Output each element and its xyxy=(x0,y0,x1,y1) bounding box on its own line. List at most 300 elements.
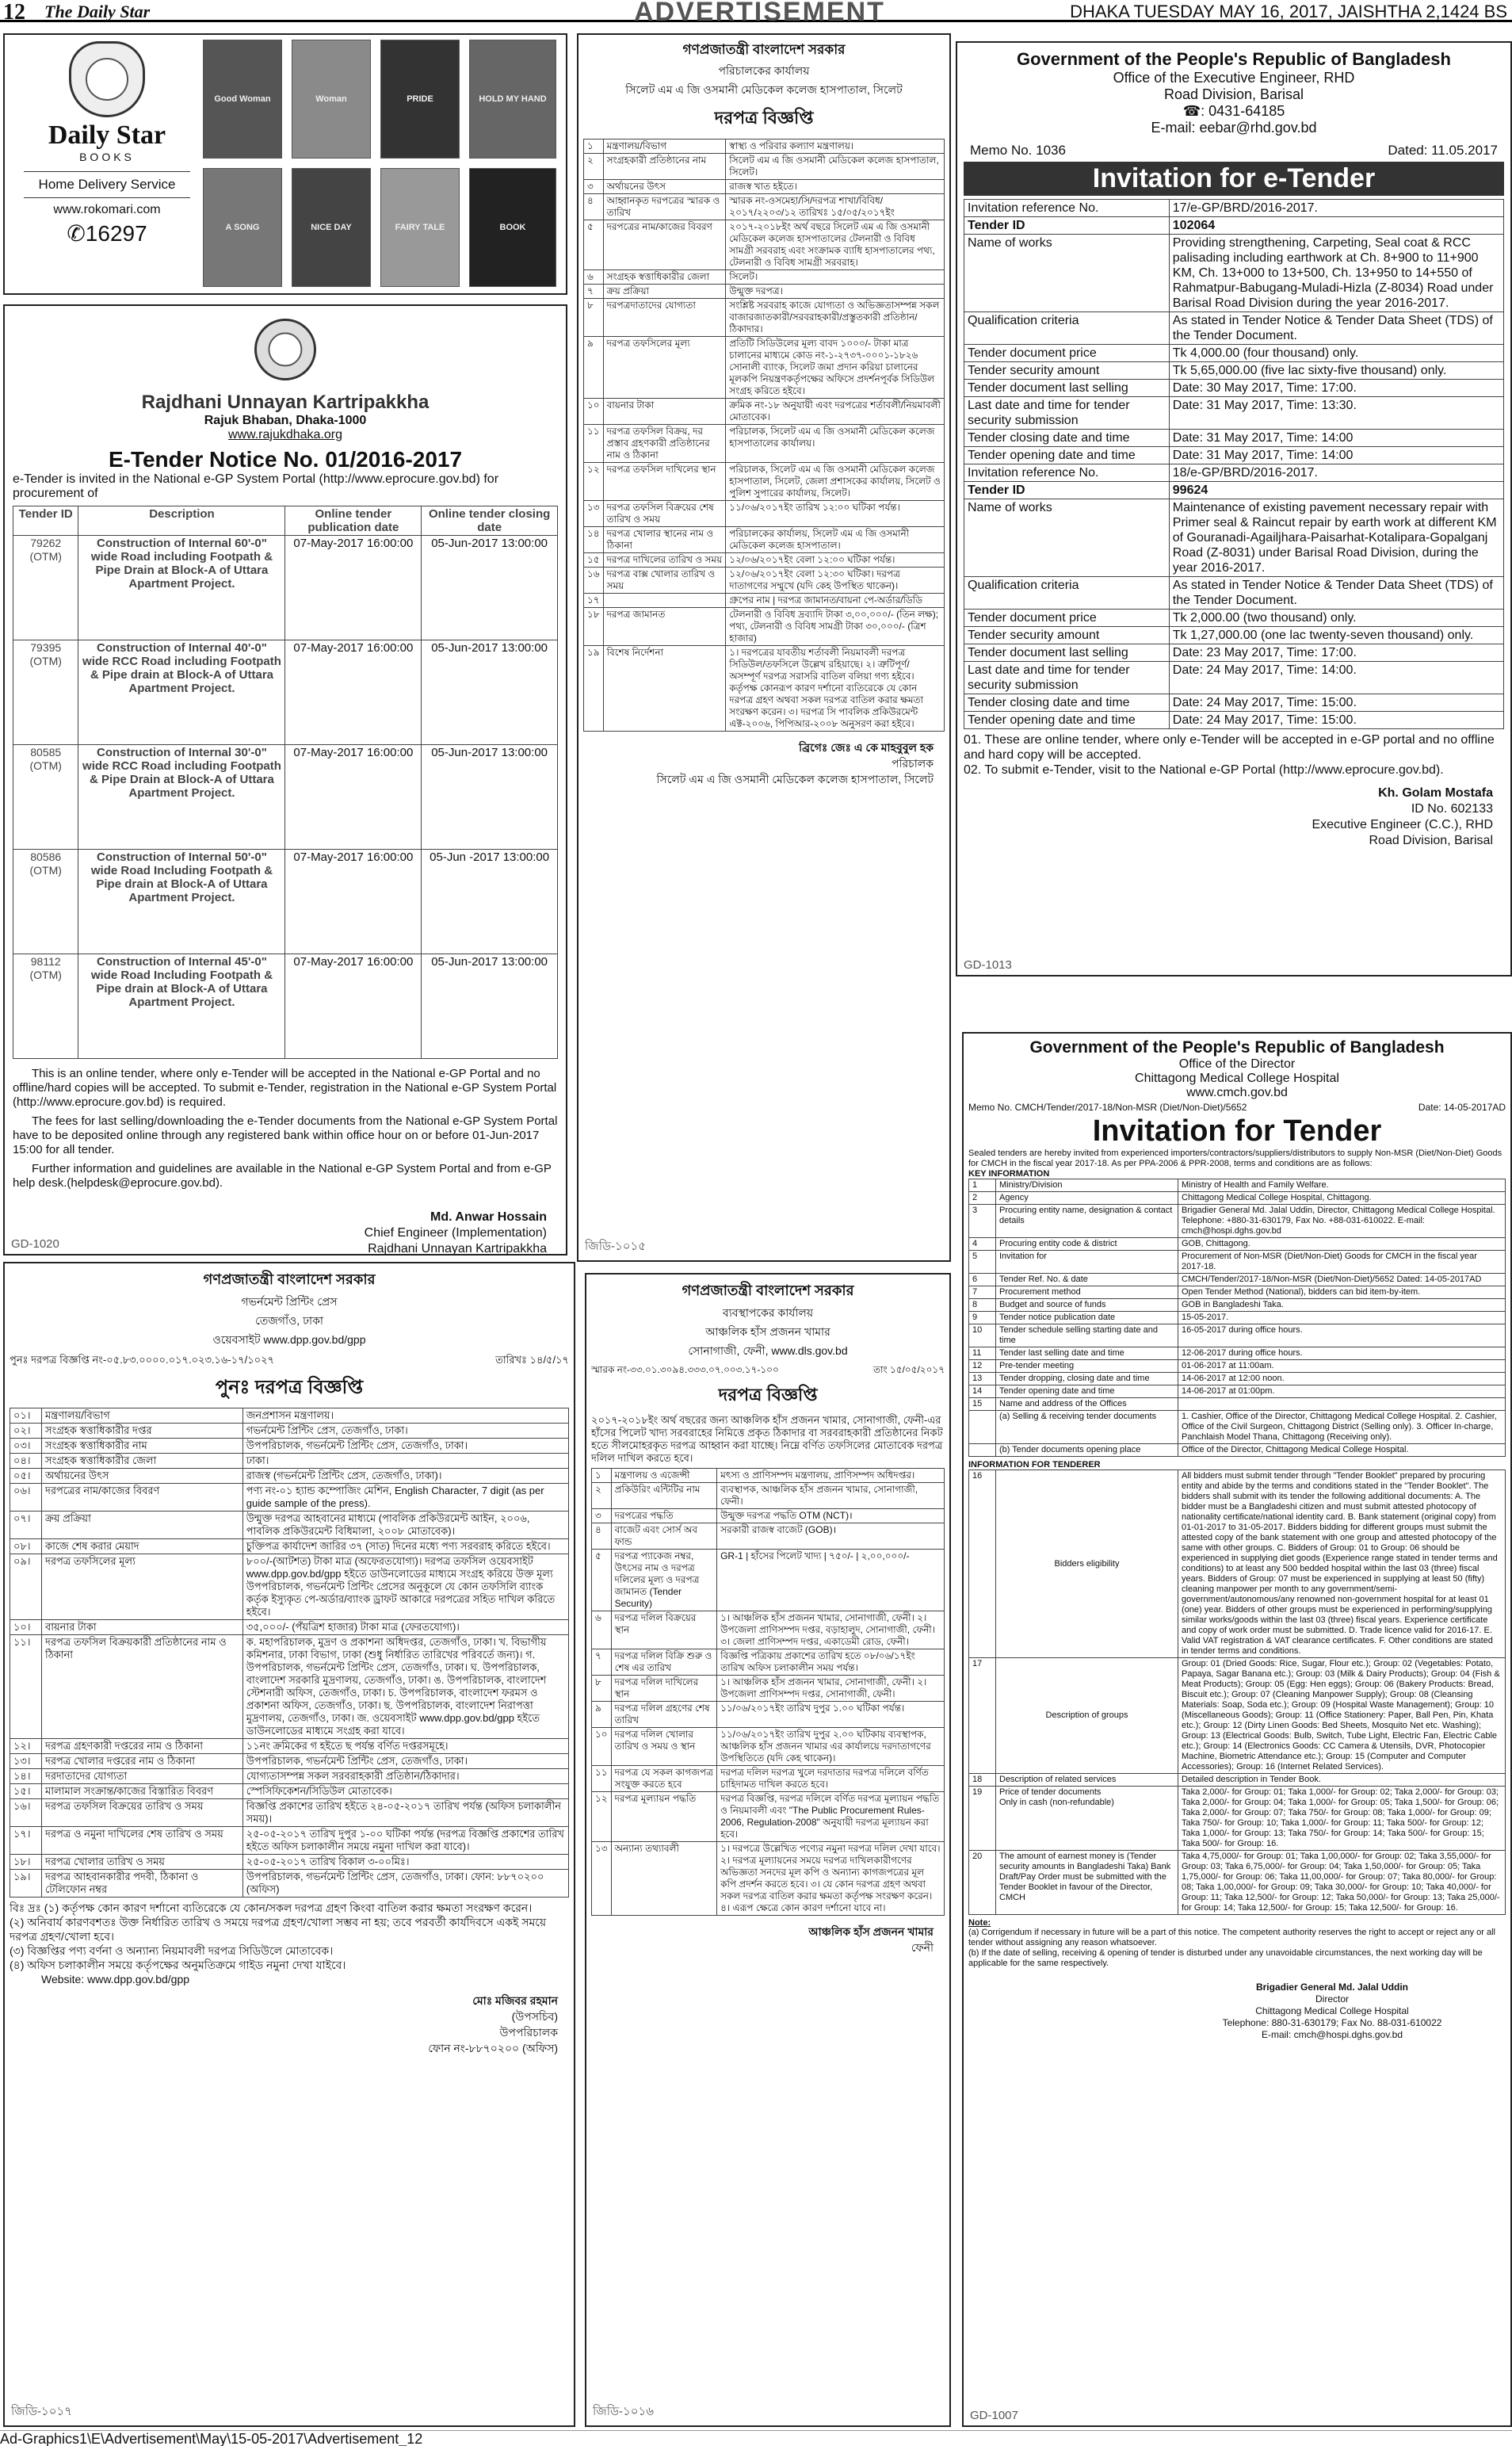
table-row xyxy=(969,1179,1506,1192)
note-item: বিঃ দ্রঃ (১) কর্তৃপক্ষ কোন কারণ দর্শানো ব্যতিরেকে যে কোন/সকল দরপত্র গ্রহণ কিংবা বাতিল করার ক্ষমতা সংরক্ষণ করেন। xyxy=(10,1901,533,1914)
rhd-note-2: 02. To submit e-Tender, visit to the National e-GP Portal (http://www.eprocure.gov.bd). xyxy=(964,763,1444,777)
book-cover: FAIRY TALE xyxy=(380,168,460,287)
row-number: ৫ xyxy=(592,1550,612,1611)
row-value: টেলনারী ও বিবিধ দ্রব্যাদি টাকা ৩,০০,০০০/- (তিন লক্ষ); পথ্য, টেলনারী ও বিবিধ সামগ্রী টাকা ৩০,০০০/- (ত্রিশ হাজার) xyxy=(726,608,945,646)
row-value: ঢাকা। xyxy=(242,1454,568,1469)
signatory-name: Md. Anwar Hossain xyxy=(430,1210,547,1224)
tender-pub: 07-May-2017 16:00:00 xyxy=(285,745,422,850)
table-row xyxy=(10,1635,569,1739)
rhd-email[interactable]: E-mail: eebar@rhd.gov.bd xyxy=(1151,120,1317,136)
row-value: ১। আঞ্চলিক হাঁস প্রজনন খামার, সোনাগাজী, ফেনী। ২। উপজেলা প্রাণিসম্পদ দপ্তর, বড়াহালুদ, সোনাগাজী, ফেনী। ৩। জেলা প্রাণিসম্পদ দপ্তর, একাডেমী রোড, ফেনী। xyxy=(717,1611,945,1649)
row-number: ১৭ xyxy=(584,594,604,608)
row-value: Open Tender Method (National), bidders can bid item-by-item. xyxy=(1178,1286,1506,1299)
row-number: ১৯ xyxy=(584,646,604,732)
tender-close: 05-Jun-2017 13:00:00 xyxy=(422,536,558,640)
row-label: দরপত্র দাখিলের তারিখ ও সময় xyxy=(603,553,726,568)
row-number: ৮ xyxy=(584,299,604,337)
table-row xyxy=(13,850,558,954)
row-value: Ministry of Health and Family Welfare. xyxy=(1178,1179,1506,1192)
table-row xyxy=(964,345,1504,362)
row-number: ১ xyxy=(584,139,604,154)
table-row xyxy=(10,1754,569,1769)
table-row xyxy=(964,694,1504,712)
row-label: দরপত্র তফসিলের মূল্য xyxy=(603,337,726,399)
row-value: সংশ্লিষ্ট সরবরাহ কাজে যোগ্যতা ও অভিজ্ঞতাসম্পন্ন সকল বাজারজাতকারী/সরবরাহকারী/প্রস্তুতকারী প্রতিষ্ঠান/ঠিকাদার। xyxy=(726,299,945,337)
signatory-office: Road Division, Barisal xyxy=(1369,834,1493,847)
signatory-title: পরিচালক xyxy=(891,757,934,770)
table-row xyxy=(964,397,1504,430)
row-label: দরপত্রের পদ্ধতি xyxy=(611,1509,717,1523)
row-label: Tender ID xyxy=(964,482,1170,499)
row-number: ০৭। xyxy=(10,1512,42,1539)
table-row xyxy=(584,399,945,425)
book-cover: PRIDE xyxy=(380,40,460,159)
row-number: ১৮। xyxy=(10,1855,42,1870)
table-row xyxy=(969,1192,1506,1205)
row-number: 11 xyxy=(969,1347,996,1360)
signatory-office: সিলেট এম এ জি ওসমানী মেডিকেল কলেজ হাসপাতাল, সিলেট xyxy=(656,773,934,785)
row-label: মন্ত্রণালয়/বিভাগ xyxy=(603,139,726,154)
row-label: Description of related services xyxy=(996,1774,1178,1787)
row-label: Invitation reference No. xyxy=(964,200,1170,217)
row-value: ক. মহাপরিচালক, মুদ্রণ ও প্রকাশনা অধিদপ্তর, তেজগাঁও, ঢাকা। খ. বিভাগীয় কমিশনার, ঢাকা বিভাগ, ঢাকা (শুধু নির্ধারিত তারিখের পরিবর্তে জন্য)। গ. উপপরিচালক, গভর্নমেন্ট প্রিন্টিং প্রেস, তেজগাঁও, ঢাকা। ঘ. উপপরিচালক, বাংলাদেশ সরকারি মুদ্রণালয়, তেজগাঁও, ঢাকা। ঙ. উপপরিচালক, বাংলাদেশ স্টেশনারী অফিস, তেজগাঁও, ঢাকা। চ. উপপরিচালক, বাংলাদেশ ফরমস ও প্রকাশনা অফিস, তেজগাঁও, ঢাকা। ছ. উপপরিচালক, বাংলাদেশ নিরাপত্তা মুদ্রণালয়, তেজগাঁও, ঢাকা। জ. ওয়েবসাইট www.dpp.gov.bd/gpp হইতে ডাউনলোডের মাধ্যমে সংগ্রহ করা যাবে। xyxy=(242,1635,568,1739)
row-label: দরপত্রের নাম/কাজের বিবরণ xyxy=(603,220,726,270)
table-row xyxy=(969,1324,1506,1347)
cmch-note-b: (b) If the date of selling, receiving & opening of tender is disturbed under any unavoidable circumstances, the next working day will be applicable for the same respectively. xyxy=(968,1948,1483,1968)
row-label: সংগ্রহক স্বত্তাধিকারীর নাম xyxy=(42,1439,243,1454)
row-value: As stated in Tender Notice & Tender Data Sheet (TDS) of the Tender Document. xyxy=(1169,577,1503,610)
signatory-title: উপপরিচালক xyxy=(499,2026,558,2039)
row-number: 8 xyxy=(969,1299,996,1312)
row-value: বিজ্ঞপ্তি পত্রিকায় প্রকাশের তারিখ হতে ০৮/০৬/১৭ইং তারিখ অফিস চলাকালীন সময় পর্যন্ত। xyxy=(717,1649,945,1676)
table-row xyxy=(584,270,945,285)
rajuk-org: Rajdhani Unnayan Kartripakkha xyxy=(141,392,430,413)
dls-sub: আঞ্চলিক হাঁস প্রজনন খামার xyxy=(705,1325,830,1338)
book-cover: HOLD MY HAND xyxy=(469,40,556,159)
cmch-web[interactable]: www.cmch.gov.bd xyxy=(1186,1086,1288,1099)
dls-title: দরপত্র বিজ্ঞপ্তি xyxy=(718,1385,818,1405)
row-value: পরিচালক, সিলেট এম এ জি ওসমানী মেডিকেল কলেজ হাসপাতালের কার্যালয়। xyxy=(726,425,945,463)
table-row xyxy=(964,447,1504,464)
row-value: যোগ্যতাসম্পন্ন সকল সরবরাহকারী প্রতিষ্ঠান/ঠিকাদার। xyxy=(242,1769,568,1784)
table-row xyxy=(969,1251,1506,1274)
sylhet-table xyxy=(583,139,945,732)
rajuk-note-2: The fees for last selling/downloading the e-Tender documents from the National e-GP System Portal have to be deposited online through any registered bank within office hour on or before 01-Jun-2017 15:00 for all tender. xyxy=(13,1114,558,1156)
row-label: অন্যান্য তথ্যাবলী xyxy=(611,1842,717,1916)
row-number: ১২ xyxy=(592,1792,612,1842)
cmch-office: Office of the Director xyxy=(1178,1057,1296,1071)
table-row xyxy=(592,1509,945,1523)
table-row xyxy=(964,430,1504,447)
row-label: Tender closing date and time xyxy=(964,430,1170,447)
cmch-info-table xyxy=(968,1470,1506,1915)
gpp-website-link[interactable]: Website: www.dpp.gov.bd/gpp xyxy=(41,1973,190,1985)
dls-signature xyxy=(591,1924,945,1955)
rhd-gov: Government of the People's Republic of Bangladesh xyxy=(1017,49,1451,69)
rajuk-url[interactable]: www.rajukdhaka.org xyxy=(227,428,343,441)
row-value: Group: 01 (Dried Goods: Rice, Sugar, Flour etc.); Group: 02 (Vegetables: Potato, Papaya, Sagar Banana etc.); Group: 03 (Milk & Dairy Products); Group: 04 (Fish & Meat Products); Group: 05 (Egg: Hen eggs); Group: 06 (Bakery Products: Bread, Biscuit etc.); Group: 07 (Cleaning Manpower Supply); Group: 08 (Cleansing Materials: Soap, Soda etc.); Group: 09 (Hospital Waste Management); Group: 10 (Miscellaneous Goods); Group: 11 (Office Stationery: Paper, Ball Pen, Pin, Khata etc.); Group: 12 (Dirty Linen Goods: Bed Sheets, Mosquito Net etc. Washing); Group: 13 (Electrical Goods: Bulb, Switch, Tube Light, Electric Fan, Electric Cable etc.); Group: 14 (Electronics Goods: CC Camera & Utensils, DVR, Photocopier Machine, Biometric Attendance etc.); Group: 15 (Computer and Computer Accessories); Group: 16 (Internet Related Services). xyxy=(1178,1658,1506,1774)
book-cover: A SONG xyxy=(203,168,282,287)
row-label: The amount of earnest money is (Tender security amounts in Bangladeshi Taka) Bank Draft/Pay Order must be submitted with the Tender Booklet in favour of the Director, CMCH xyxy=(996,1851,1178,1915)
row-number: ১০ xyxy=(584,399,604,425)
dls-ref: স্মারক নং-৩৩.০১.৩০৯৪.৩৩৩.০৭.০০৩.১৭-১০০ xyxy=(591,1364,779,1375)
table-row: 19 Price of tender documents Only in cash (non-refundable) Taka 2,000/- for Group: 01; Taka 1,000/- for Group: 02; Taka 2,000/- for Group: 03; Taka 2,000/- for Group: 04; Taka 1,000/- for Group: 05; Taka 1,500/- for Group: 06; Taka 2,000/- for Group: 07; Taka 750/- for Group: 08; Taka 1,000/- for Group: 09; Taka 750/- for Group: 10; Taka 1,000/- for Group: 11; Taka 500/- for Group: 12; Taka 1,000/- for Group: 13; Taka 750/- for Group: 14; Taka 500/- for Group: 15; Taka 500/- for Group: 16. xyxy=(969,1787,1506,1851)
table-row xyxy=(584,463,945,501)
tender-desc: Construction of Internal 60'-0" wide Road including Footpath & Pipe Drain at Block-A of Uttara Apartment Project. xyxy=(78,536,285,640)
row-number: ৭ xyxy=(584,285,604,299)
row-value: Date: 24 May 2017, Time: 15:00. xyxy=(1169,694,1503,712)
row-value: Date: 31 May 2017, Time: 13:30. xyxy=(1169,397,1503,430)
cmch-note-heading: Note: xyxy=(968,1918,991,1928)
row-label: মন্ত্রণালয় ও এজেন্সী xyxy=(611,1469,717,1483)
row-label: Tender ID xyxy=(964,217,1170,235)
page-footer: Ad-Graphics1\E\Advertisement\May\15-05-2017\Advertisement_12 xyxy=(0,2430,1512,2446)
row-label: Tender Ref. No. & date xyxy=(996,1274,1178,1286)
row-value: GR-1 | হাঁসের পিলেট খাদ্য | ৭৫০/- | ২,০০,০০০/- xyxy=(717,1550,945,1611)
rhd-phone: ☎: 0431-64185 xyxy=(1182,103,1285,119)
row-number: ৬ xyxy=(584,270,604,285)
row-value: As stated in Tender Notice & Tender Data Sheet (TDS) of the Tender Document. xyxy=(1169,312,1503,345)
row-label: Bidders eligibility xyxy=(996,1470,1178,1658)
row-label: Agency xyxy=(996,1192,1178,1205)
row-label: দরপত্র তফসিল বিক্রয়, দর প্রস্তাব গ্রহণকারী প্রতিষ্ঠানের নাম ও ঠিকানা xyxy=(603,425,726,463)
row-number: ৪ xyxy=(584,194,604,220)
row-label xyxy=(603,594,726,608)
dls-address: সোনাগাজী, ফেনী, www.dls.gov.bd xyxy=(688,1344,848,1357)
dls-office: ব্যবস্থাপকের কার্যালয় xyxy=(722,1306,814,1319)
book-covers xyxy=(203,40,561,292)
table-row xyxy=(584,194,945,220)
row-number: 7 xyxy=(969,1286,996,1299)
row-number: 9 xyxy=(969,1312,996,1324)
gpp-gov: গণপ্রজাতন্ত্রী বাংলাদেশ সরকার xyxy=(203,1271,376,1287)
row-number: ৭ xyxy=(592,1649,612,1676)
row-label: সংগ্রহক স্বত্তাধিকারীর জেলা xyxy=(603,270,726,285)
row-label: অর্থায়নের উৎস xyxy=(603,180,726,194)
rhd-office: Office of the Executive Engineer, RHD xyxy=(1113,70,1355,86)
signatory-office: Rajdhani Unnayan Kartripakkha xyxy=(368,1242,547,1255)
row-label: Tender opening date and time xyxy=(996,1385,1178,1398)
gpp-address: তেজগাঁও, ঢাকা xyxy=(255,1314,323,1327)
row-label: বিশেষ নির্দেশনা xyxy=(603,646,726,732)
cmch-ad xyxy=(962,1032,1512,2427)
col-description: Description xyxy=(78,506,285,536)
row-label: বায়নার টাকা xyxy=(603,399,726,425)
row-value: Date: 24 May 2017, Time: 15:00. xyxy=(1169,712,1503,729)
row-number: ১৬। xyxy=(10,1799,42,1827)
signatory-id: ID No. 602133 xyxy=(1411,802,1493,816)
row-label: দরপত্র তফসিল বিক্রয়ের তারিখ ও সময় xyxy=(42,1799,243,1827)
table-row xyxy=(592,1483,945,1509)
cmch-memo: Memo No. CMCH/Tender/2017-18/Non-MSR (Diet/Non-Diet)/5652 xyxy=(968,1102,1247,1113)
row-value: বিজ্ঞপ্তি প্রকাশের তারিখ হইতে ২৪-০৫-২০১৭ তারিখ পর্যন্ত (অফিস চলাকালীন সময়)। xyxy=(242,1799,568,1827)
row-value: GOB in Bangladeshi Taka. xyxy=(1178,1299,1506,1312)
row-sublabel: Only in cash (non-refundable) xyxy=(999,1798,1114,1807)
row-value: সিলেট এম এ জি ওসমানী মেডিকেল কলেজ হাসপাতাল, সিলেট। xyxy=(726,154,945,180)
row-label: Tender notice publication date xyxy=(996,1312,1178,1324)
row-value: Tk 5,65,000.00 (five lac sixty-five thousand) only. xyxy=(1169,362,1503,380)
row-number: 2 xyxy=(969,1192,996,1205)
table-row xyxy=(969,1312,1506,1324)
tender-close: 05-Jun-2017 13:00:00 xyxy=(422,640,558,745)
tender-pub: 07-May-2017 16:00:00 xyxy=(285,850,422,954)
books-brand: Daily Star xyxy=(48,120,166,150)
table-row xyxy=(584,425,945,463)
col-tender-id: Tender ID xyxy=(13,506,78,536)
table-row xyxy=(964,464,1504,482)
row-value: দরপত্র বিজ্ঞপ্তি, দরপত্র দলিলে বর্ণিত দরপত্র মূল্যায়ন পদ্ধতি ও নিয়মাবলী এবং "The Public Procurement Rules-2006, Regulation-2008" অনুযায়ী দরপত্র মূল্যায়ন করা হবে। xyxy=(717,1792,945,1842)
table-row xyxy=(964,662,1504,694)
rhd-note-1: 01. These are online tender, where only e-Tender will be accepted in e-GP portal and no offline and hard copy will be accepted. xyxy=(964,733,1495,762)
row-number: 5 xyxy=(969,1251,996,1274)
row-label: দরপত্র দলিল খোলার তারিখ ও সময় ও স্থান xyxy=(611,1728,717,1766)
rhd-title: Invitation for e-Tender xyxy=(964,162,1504,196)
gd-number: জিডি-১০১৭ xyxy=(11,2405,73,2418)
row-number: ১১ xyxy=(592,1766,612,1792)
row-number: ৪ xyxy=(592,1523,612,1550)
row-number: ৩ xyxy=(592,1509,612,1523)
gpp-table xyxy=(10,1408,569,1898)
table-row xyxy=(964,712,1504,729)
table-row xyxy=(13,954,558,1059)
masthead xyxy=(0,0,1512,27)
row-label: প্রকিউরিং এন্টিটির নাম xyxy=(611,1483,717,1509)
row-label: Procuring entity code & district xyxy=(996,1238,1178,1251)
table-row xyxy=(10,1739,569,1754)
row-value: পরিচালক, সিলেট এম এ জি ওসমানী মেডিকেল কলেজ হাসপাতাল, সিলেট, জেলা প্রশাসকের কার্যালয়, সিলেট ও পুলিশ সুপারের কার্যালয়, সিলেট। xyxy=(726,463,945,501)
cmch-note-a: (a) Corrigendum if necessary in future will be a part of this notice. The competent authority reserves the right to accept or reject any or all tender without assigning any reason whatsoever. xyxy=(968,1928,1496,1947)
row-label: দরপত্রের নাম/কাজের বিবরণ xyxy=(42,1484,243,1512)
row-value: স্পেসিফিকেশন/সিডিউল মোতাবেক। xyxy=(242,1784,568,1799)
gd-number: জিডি-১০১৬ xyxy=(593,2405,655,2418)
row-value: 99624 xyxy=(1169,482,1503,499)
signatory-office: Chittagong Medical College Hospital xyxy=(1255,2005,1409,2016)
row-value: 15-05-2017. xyxy=(1178,1312,1506,1324)
table-row xyxy=(969,1360,1506,1373)
row-label: দরপত্র তফসিলের মূল্য xyxy=(42,1554,243,1620)
row-number: ২ xyxy=(584,154,604,180)
signatory-title: Director xyxy=(1315,1993,1349,2005)
table-row xyxy=(964,644,1504,662)
tender-id: 80586 (OTM) xyxy=(13,850,78,954)
row-value: উন্মুক্ত দরপত্র পদ্ধতি OTM (NCT)। xyxy=(717,1509,945,1523)
cmch-signature xyxy=(968,1982,1506,2041)
tender-pub: 07-May-2017 16:00:00 xyxy=(285,640,422,745)
note-item: (২) অনিবার্য কারণবশতঃ উক্ত নির্ধারিত তারিখ ও সময়ে দরপত্র গ্রহণ/খোলা সম্ভব না হয়; তবে পরবর্তী কার্যদিবসে একই সময়ে দরপত্র গ্রহণ/খোলা হবে। xyxy=(10,1916,547,1943)
books-service: Home Delivery Service xyxy=(24,171,190,193)
table-row xyxy=(592,1792,945,1842)
books-sub: BOOKS xyxy=(79,151,135,163)
row-value: উপপরিচালক, গভর্নমেন্ট প্রিন্টিং প্রেস, তেজগাঁও, ঢাকা। xyxy=(242,1754,568,1769)
gpp-date: তারিখঃ ১৪/৫/১৭ xyxy=(495,1354,569,1366)
gpp-web[interactable]: ওয়েবসাইট www.dpp.gov.bd/gpp xyxy=(212,1333,366,1346)
table-row xyxy=(964,380,1504,397)
dls-gov: গণপ্রজাতন্ত্রী বাংলাদেশ সরকার xyxy=(682,1282,854,1298)
table-row xyxy=(10,1870,569,1898)
table-row xyxy=(964,610,1504,627)
row-label: Qualification criteria xyxy=(964,312,1170,345)
table-row xyxy=(592,1702,945,1728)
row-label: বাজেট এবং সোর্স অব ফান্ড xyxy=(611,1523,717,1550)
table-row xyxy=(10,1799,569,1827)
tender-pub: 07-May-2017 16:00:00 xyxy=(285,536,422,640)
row-label: কাজে শেষ করার মেয়াদ xyxy=(42,1539,243,1554)
row-number: ১০ xyxy=(592,1728,612,1766)
table-row xyxy=(584,646,945,732)
signatory-phone: Telephone: 880-31-630179; Fax No. 88-031-610022 xyxy=(1222,2017,1442,2028)
row-number: ০১। xyxy=(10,1408,42,1424)
row-value: Office of the Director, Chittagong Medical College Hospital. xyxy=(1178,1444,1506,1457)
tender-desc: Construction of Internal 30'-0" wide RCC Road including Footpath & Pipe Drain at Block-A of Uttara Apartment Project. xyxy=(78,745,285,850)
table-row xyxy=(964,627,1504,644)
sylhet-signature xyxy=(583,740,945,787)
gpp-ad xyxy=(3,1262,575,2427)
row-label: মন্ত্রণালয়/বিভাগ xyxy=(42,1408,243,1424)
book-cover: NICE DAY xyxy=(292,168,371,287)
table-row xyxy=(10,1554,569,1620)
row-number: ০৯। xyxy=(10,1554,42,1620)
book-cover: BOOK xyxy=(469,168,556,287)
row-value: Maintenance of existing pavement necessary repair with Primer seal & Raincut repair by earth work at different KM of Gouranadi-Agailjhara-Paisarhat-Kotalipara-Gopalganj Road (Z-8031) under Barisal Road Division, during the year 2016-2017. xyxy=(1169,499,1503,577)
row-value: ২৫-০৫-২০১৭ তারিখ দুপুর ১-০০ ঘটিকা পর্যন্ত (দরপত্র বিজ্ঞপ্তি প্রকাশের তারিখ হইতে অফিস চলাকালীন সময়ে নমুনা দাখিল করা যাবে)। xyxy=(242,1827,568,1855)
row-value: রাজস্ব খাত হইতে। xyxy=(726,180,945,194)
table-row xyxy=(584,608,945,646)
row-number: ১৩ xyxy=(592,1842,612,1916)
row-label: Tender document price xyxy=(964,610,1170,627)
table-row xyxy=(964,482,1504,499)
signatory-title: Executive Engineer (C.C.), RHD xyxy=(1312,818,1493,831)
rajuk-note-3: Further information and guidelines are available in the National e-GP System Portal and from e-GP help desk.(helpdesk@eprocure.gov.bd). xyxy=(13,1162,552,1190)
cmch-key-table xyxy=(968,1179,1506,1457)
row-value: ১২/০৬/২০১৭ইং বেলা ১২:৩০ ঘটিকা। দরপত্র দাতাগণের সম্মুখে (যদি কেহ উপস্থিত থাকেন)। xyxy=(726,568,945,594)
table-row xyxy=(592,1523,945,1550)
table-row xyxy=(10,1620,569,1635)
table-row xyxy=(584,154,945,180)
row-number: ১১ xyxy=(584,425,604,463)
row-label: দরপত্রদাতাদের যোগ্যতা xyxy=(603,299,726,337)
row-value: Tk 1,27,000.00 (one lac twenty-seven thousand) only. xyxy=(1169,627,1503,644)
row-label: ক্রয় প্রক্রিয়া xyxy=(42,1512,243,1539)
table-row xyxy=(964,362,1504,380)
row-value: 12-06-2017 during office hours. xyxy=(1178,1347,1506,1360)
row-number: ০৬। xyxy=(10,1484,42,1512)
row-number: ১ xyxy=(592,1469,612,1483)
tender-desc: Construction of Internal 40'-0" wide RCC Road including Footpath & Pipe drain at Block-A of Uttara Apartment Project. xyxy=(78,640,285,745)
row-number: ৯ xyxy=(592,1702,612,1728)
row-value: স্বাস্থ্য ও পরিবার কল্যাণ মন্ত্রণালয়। xyxy=(726,139,945,154)
gpp-notes xyxy=(10,1901,569,1986)
rhd-signature xyxy=(964,785,1504,849)
cmch-title: Invitation for Tender xyxy=(1092,1114,1382,1148)
row-label: দরপত্র দলিল গ্রহণের শেষ তারিখ xyxy=(611,1702,717,1728)
row-value: স্মারক নং-ওসমেহা/সি/দরপত্র শাখা/বিবিধ/২০১৭/২২০৩/১২ তারিখঃ ১৫/০৫/২০১৭ইং xyxy=(726,194,945,220)
row-value: 14-06-2017 at 12:00 noon. xyxy=(1178,1373,1506,1385)
row-value: গ্রুপের নাম | দরপত্র জামানত/বায়না পে-অর্ডার/ডিডি xyxy=(726,594,945,608)
rhd-ad xyxy=(956,41,1512,976)
signatory-district: ফেনী xyxy=(911,1941,934,1954)
table-row xyxy=(969,1411,1506,1444)
books-ad xyxy=(3,33,567,295)
tender-id: 80585 (OTM) xyxy=(13,745,78,850)
row-value: Date: 31 May 2017, Time: 14:00 xyxy=(1169,447,1503,464)
row-value: 18/e-GP/BRD/2016-2017. xyxy=(1169,464,1503,482)
book-cover: Woman xyxy=(292,40,371,159)
signatory-name: Brigadier General Md. Jalal Uddin xyxy=(1255,1982,1409,1993)
table-row xyxy=(584,501,945,527)
row-label: Budget and source of funds xyxy=(996,1299,1178,1312)
row-label: Procuring entity name, designation & contact details xyxy=(996,1205,1178,1238)
rhd-table xyxy=(964,199,1504,729)
row-number: ১১। xyxy=(10,1635,42,1739)
row-value: জনপ্রশাসন মন্ত্রণালয়। xyxy=(242,1408,568,1424)
row-number: ৮ xyxy=(592,1676,612,1702)
table-row xyxy=(969,1238,1506,1251)
row-number: ১৯। xyxy=(10,1870,42,1898)
tender-close: 05-Jun-2017 13:00:00 xyxy=(422,954,558,1059)
table-row xyxy=(584,553,945,568)
rajuk-intro: e-Tender is invited in the National e-GP System Portal (http://www.eprocure.gov.bd) for procurement of xyxy=(13,472,499,500)
issue-date: DHAKA TUESDAY MAY 16, 2017, JAISHTHA 2,1424 BS xyxy=(1070,2,1507,21)
row-label: দরপত্র দলিল বিক্রয়ের স্থান xyxy=(611,1611,717,1649)
row-number: ১২। xyxy=(10,1739,42,1754)
row-label: ক্রয় প্রক্রিয়া xyxy=(603,285,726,299)
row-value: GOB, Chittagong. xyxy=(1178,1238,1506,1251)
table-row xyxy=(969,1274,1506,1286)
rajuk-address: Rajuk Bhaban, Dhaka-1000 xyxy=(204,414,367,427)
sylhet-address: সিলেট এম এ জি ওসমানী মেডিকেল কলেজ হাসপাতাল, সিলেট xyxy=(625,83,903,96)
table-row xyxy=(592,1611,945,1649)
signatory-email: E-mail: cmch@hospi.dghs.gov.bd xyxy=(1261,2029,1403,2040)
cmch-date: Date: 14-05-2017AD xyxy=(1418,1102,1506,1113)
table-row: 17 Description of groups Group: 01 (Dried Goods: Rice, Sugar, Flour etc.); Group: 02 (Vegetables: Potato, Papaya, Sagar Banana etc.); Group: 03 (Milk & Dairy Products); Group: 04 (Fish & Meat Products); Group: 05 (Egg: Hen eggs); Group: 06 (Bakery Products: Bread, Biscuit etc.); Group: 07 (Cleaning Manpower Supply); Group: 08 (Cleansing Materials: Soap, Soda etc.); Group: 09 (Hospital Waste Management); Group: 10 (Miscellaneous Goods); Group: 11 (Office Stationery: Paper, Ball Pen, Pin, Khata etc.); Group: 12 (Dirty Linen Goods: Bed Sheets, Mosquito Net etc. Washing); Group: 13 (Electrical Goods: Bulb, Switch, Tube Light, Electric Fan, Electric Cable etc.); Group: 14 (Electronics Goods: CC Camera & Utensils, DVR, Photocopier Machine, Biometric Attendance etc.); Group: 15 (Computer and Computer Accessories); Group: 16 (Internet Related Services). xyxy=(969,1658,1506,1774)
row-value: ২৫-০৫-২০১৭ তারিখ বিকাল ৩-০০মিঃ। xyxy=(242,1855,568,1870)
rajuk-table xyxy=(13,506,558,1059)
row-value: 1. Cashier, Office of the Director, Chittagong Medical College Hospital. 2. Cashier, Office of the Civil Surgeon, Chittagong District (Selling only). 3. Officer In-charge, Panchlaish Model Thana, Chittagong (Receiving only). xyxy=(1178,1411,1506,1444)
table-row xyxy=(592,1649,945,1676)
row-number: 13 xyxy=(969,1373,996,1385)
row-number: ১৫। xyxy=(10,1784,42,1799)
row-number: 10 xyxy=(969,1324,996,1347)
row-number: ১৬ xyxy=(584,568,604,594)
row-label: Last date and time for tender security submission xyxy=(964,397,1170,430)
books-brand-block xyxy=(24,41,190,292)
table-row xyxy=(592,1842,945,1916)
signatory-rank: (উপসচিব) xyxy=(511,2010,558,2023)
row-label: Tender security amount xyxy=(964,362,1170,380)
gpp-office: গভর্নমেন্ট প্রিন্টিং প্রেস xyxy=(241,1295,338,1308)
cmch-key-heading: KEY INFORMATION xyxy=(968,1169,1050,1179)
rajuk-ad xyxy=(3,304,567,1255)
note-item: (৪) অফিস চলাকালীন সময়ে কর্তৃপক্ষের অনুমতিক্রমে গাইড নমুনা দেখা যাইবে। xyxy=(10,1959,346,1971)
table-row xyxy=(584,568,945,594)
row-value: ব্যবস্থাপক, আঞ্চলিক হাঁস প্রজনন খামার, সোনাগাজী, ফেনী। xyxy=(717,1483,945,1509)
books-url[interactable]: www.rokomari.com xyxy=(24,197,190,217)
gd-number: GD-1013 xyxy=(964,958,1012,972)
gpp-title: পুনঃ দরপত্র বিজ্ঞপ্তি xyxy=(215,1377,364,1398)
row-label: দরপত্র তফসিল বিক্রয়কারী প্রতিষ্ঠানের নাম ও ঠিকানা xyxy=(42,1635,243,1739)
dls-ad xyxy=(585,1273,951,2427)
signatory-title: Chief Engineer (Implementation) xyxy=(364,1226,547,1240)
table-row xyxy=(964,217,1504,235)
table-row xyxy=(13,745,558,850)
row-value: Detailed description in Tender Book. xyxy=(1178,1774,1506,1787)
row-label: দরপত্র যে সকল কাগজপত্র সংযুক্ত করতে হবে xyxy=(611,1766,717,1792)
row-label: Tender dropping, closing date and time xyxy=(996,1373,1178,1385)
table-row xyxy=(969,1373,1506,1385)
row-label: Tender closing date and time xyxy=(964,694,1170,712)
dls-date: তাং ১৫/০৫/২০১৭ xyxy=(872,1364,945,1375)
row-label: সংগ্রহক স্বত্তাধিকারীর জেলা xyxy=(42,1454,243,1469)
